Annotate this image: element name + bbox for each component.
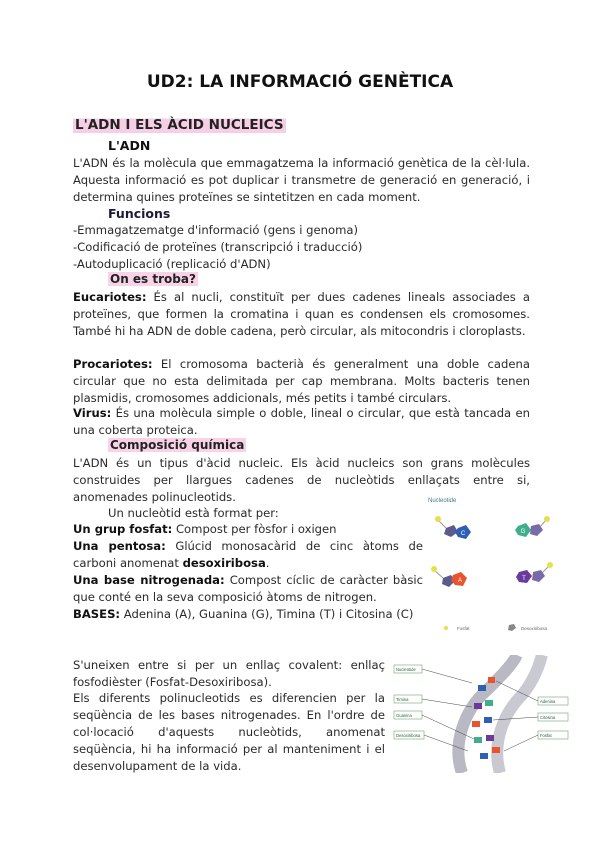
pentosa-text: Glúcid monosacàrid de cinc àtoms de carboni anomenat	[73, 539, 423, 570]
adn-paragraph: L'ADN és la molècula que emmagatzema la informació genètica de la cèl·lula. Aquesta informació es pot duplicar i transmetre de generació en generació, i determina quines proteïnes se sintetitzen en cada moment.	[73, 156, 530, 204]
phosphate-dot	[431, 566, 437, 572]
base-g-label: G	[520, 529, 526, 535]
procariotes-label: Procariotes:	[73, 357, 153, 371]
nucleotide-caption: Nucleotide	[428, 498, 457, 504]
composicio-paragraph: L'ADN és un tipus d'àcid nucleic. Els àcid nucleics son grans molècules construides per llargues cadenes de nucleòtids enllaçats entre si, anomenades polinucleotids.	[73, 456, 530, 504]
funcions-heading: Funcions	[108, 206, 171, 221]
virus-paragraph	[73, 405, 530, 439]
funcio-item-2: -Codificació de proteïnes (transcripció i traducció)	[73, 240, 363, 254]
label-timina: Timina	[396, 697, 409, 702]
nucleotide-a	[431, 566, 467, 587]
nucleotide-figure	[421, 490, 571, 638]
legend-sugar-label: Desoxiribosa	[521, 626, 548, 631]
phosphate-dot	[435, 516, 441, 522]
fosfat-line	[73, 521, 423, 538]
label-adenina: Adenina	[540, 699, 556, 704]
bases-line	[73, 606, 433, 623]
procariotes-text: El cromosoma bacterià és generalment una doble cadena circular que no esta delimitada per cap membrana. Molts bacteris tenen plasmidis, cromosomes addicionals, més petits i també circulars.	[73, 357, 530, 405]
composicio-heading: Composició química	[110, 438, 245, 452]
virus-text: És una molècula simple o doble, lineal o circular, que està tancada en una coberta proteica.	[73, 406, 530, 437]
nucleotide-c	[435, 516, 471, 539]
label-fosfat: Fosfat	[540, 733, 552, 738]
eucariotes-paragraph	[73, 289, 530, 340]
label-nucleotide: Nucleotide	[396, 667, 416, 672]
eucariotes-text: És al nucli, constituït per dues cadenes lineals associades a proteïnes, que formen la cromatina i quan es condensen els cromosomes. També hi ha ADN de doble cadena, però circular, als mitocondris i cloroplasts.	[73, 290, 530, 338]
legend-phosphate-label: Fosfat	[457, 626, 470, 631]
label-guanina: Guanina	[396, 713, 412, 718]
label-desoxiribosa: Desoxiribosa	[396, 733, 421, 738]
base-text: Compost cíclic de caràcter bàsic que conté en la seva composició àtoms de nitrogen.	[73, 573, 424, 604]
on-es-troba-heading: On es troba?	[110, 272, 196, 286]
pentosa-bold: desoxiribosa	[182, 556, 266, 570]
label-citosina: Citosina	[540, 715, 556, 720]
procariotes-paragraph	[73, 356, 530, 407]
enllac-paragraph: S'uneixen entre si per un enllaç covalent: enllaç fosfodièster (Fosfat-Desoxiribosa).	[73, 658, 385, 689]
phosphate-dot	[544, 516, 550, 522]
nucleotide-g	[515, 516, 550, 537]
nucleotide-t	[516, 562, 553, 583]
page-title: UD2: LA INFORMACIÓ GENÈTICA	[146, 72, 454, 92]
base-label: Una base nitrogenada:	[73, 573, 225, 587]
pentosa-label: Una pentosa:	[73, 539, 166, 553]
virus-label: Virus:	[73, 406, 112, 420]
bases-text: Adenina (A), Guanina (G), Timina (T) i Citosina (C)	[120, 607, 414, 621]
adn-heading: L'ADN	[108, 138, 151, 153]
legend-phosphate-swatch	[444, 626, 448, 630]
funcio-item-1: -Emmagatzematge d'informació (gens i genoma)	[73, 223, 359, 237]
pentosa-end: .	[265, 556, 270, 570]
base-a-label: A	[457, 578, 463, 584]
fosfat-label: Un grup fosfat:	[73, 522, 173, 536]
diferents-paragraph: Els diferents polinucleotids es diferencien per la seqüència de les bases nitrogenades. En l'ordre de col·locació d'aquests nucleòtids, anomenat seqüència, hi ha informació per al manteniment i el desenvolupament de la vida.	[73, 691, 385, 773]
eucariotes-label: Eucariotes:	[73, 290, 147, 304]
pentosa-paragraph	[73, 538, 423, 572]
base-t-label: T	[522, 576, 526, 582]
base-paragraph	[73, 572, 423, 606]
section-heading-adn-acids: L'ADN I ELS ÀCID NUCLEICS	[75, 117, 284, 133]
fosfat-text: Compost per fòsfor i oxigen	[172, 522, 337, 536]
funcio-item-3: -Autoduplicació (replicació d'ADN)	[73, 257, 271, 271]
legend-sugar-swatch	[508, 624, 516, 631]
nucleotid-intro: Un nucleòtid està format per:	[108, 506, 279, 520]
base-c-label: C	[460, 531, 466, 537]
phosphate-dot	[547, 562, 553, 568]
bases-label: BASES:	[73, 607, 121, 621]
dna-helix-figure	[392, 655, 572, 773]
